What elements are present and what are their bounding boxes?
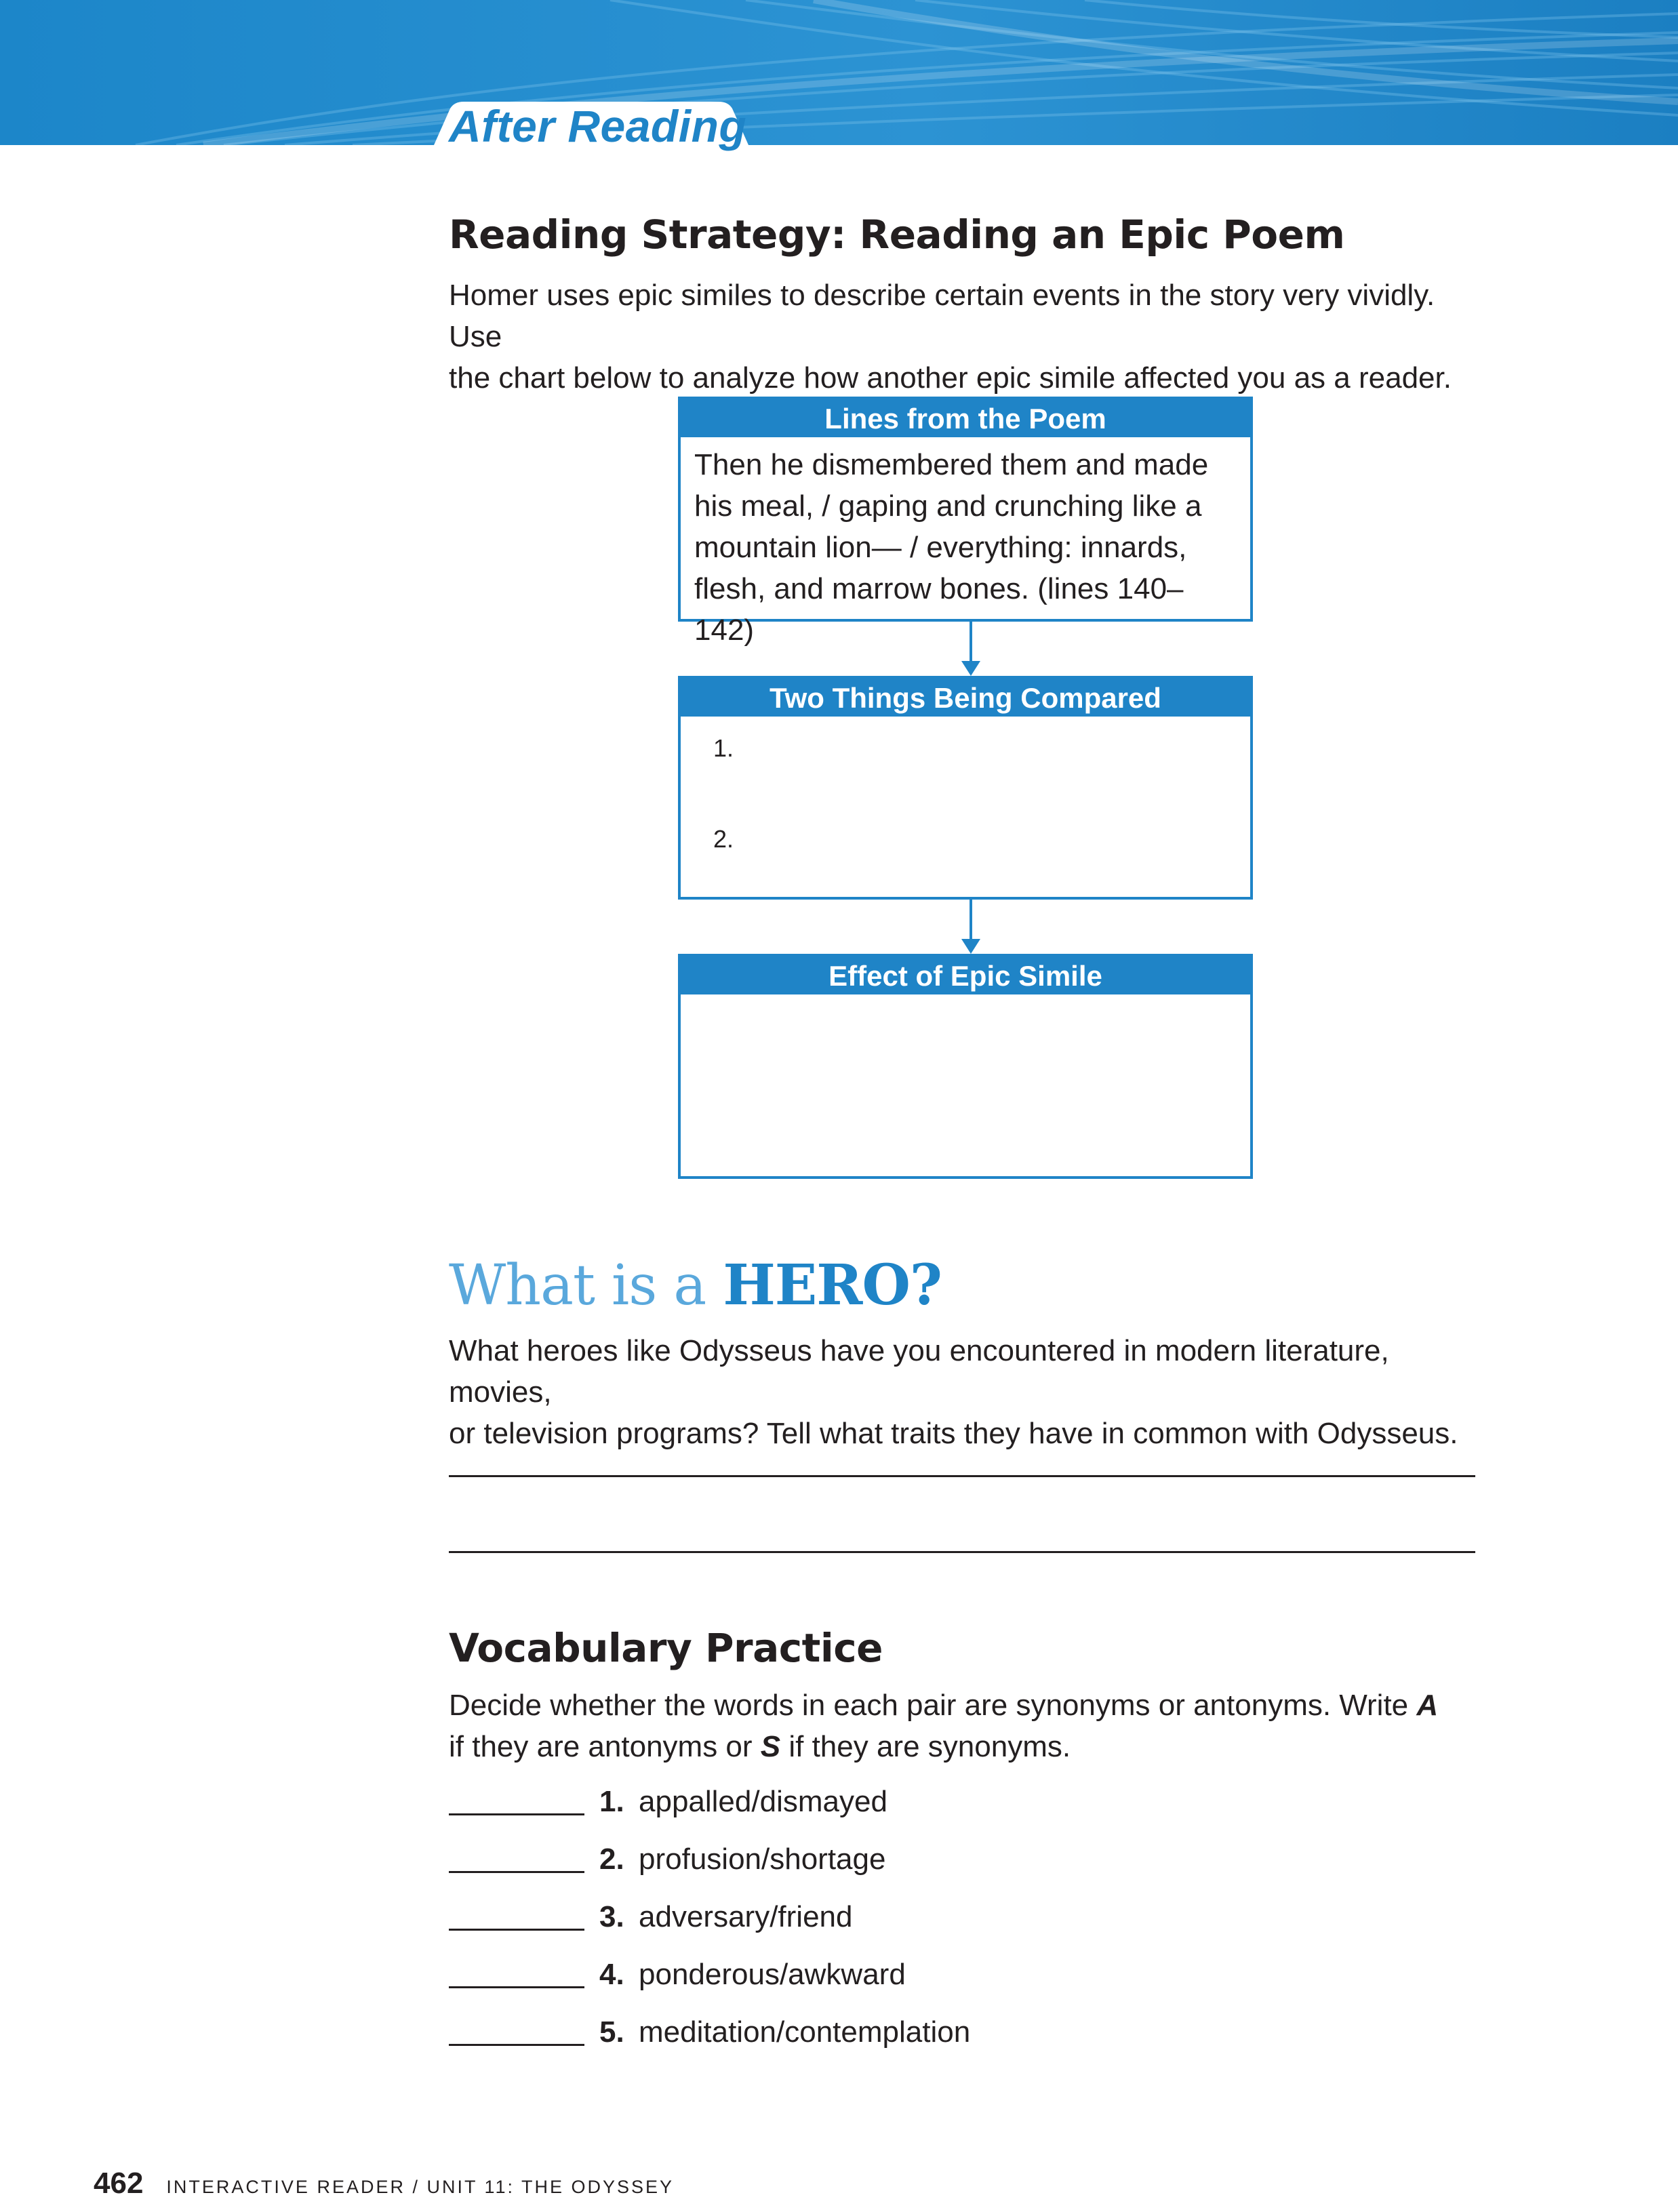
vocab-number: 1. bbox=[599, 1785, 624, 1818]
vocab-pair: meditation/contemplation bbox=[639, 2015, 971, 2049]
vocab-pair: appalled/dismayed bbox=[639, 1785, 887, 1818]
compared-item-1: 1. bbox=[713, 734, 734, 762]
instructions-line: the chart below to analyze how another epic simile affected you as a reader. bbox=[449, 361, 1452, 395]
poem-line: his meal, / gaping and crunching like a bbox=[694, 489, 1202, 523]
vocab-number: 5. bbox=[599, 2015, 624, 2049]
instructions-text: if they are antonyms or bbox=[449, 1730, 761, 1763]
instructions-emphasis: A bbox=[1416, 1689, 1439, 1722]
question-line: What heroes like Odysseus have you encountered in modern literature, movies, bbox=[449, 1334, 1389, 1409]
vocab-number: 4. bbox=[599, 1958, 624, 1991]
banner-background bbox=[0, 0, 1678, 145]
hero-title-bold: HERO? bbox=[723, 1253, 942, 1318]
flow-arrow-icon bbox=[957, 900, 984, 954]
chart-box-effect-of-simile bbox=[678, 954, 1253, 1179]
instructions-line bbox=[449, 1726, 1493, 1767]
chart-box-two-things-compared bbox=[678, 676, 1253, 900]
chart-header: Effect of Epic Simile bbox=[681, 957, 1250, 994]
answer-line[interactable] bbox=[449, 1475, 1475, 1477]
hero-title bbox=[449, 1253, 942, 1318]
answer-line[interactable] bbox=[449, 1551, 1475, 1553]
poem-line: flesh, and marrow bones. (lines 140–142) bbox=[694, 572, 1184, 647]
poem-line: Then he dismembered them and made bbox=[694, 448, 1209, 481]
chart-header: Two Things Being Compared bbox=[681, 679, 1250, 717]
flow-arrow-icon bbox=[957, 622, 984, 676]
reading-strategy-heading: Reading Strategy: Reading an Epic Poem bbox=[449, 212, 1345, 258]
instructions-text: if they are synonyms. bbox=[780, 1730, 1071, 1763]
vocab-pair: ponderous/awkward bbox=[639, 1958, 906, 1991]
vocabulary-instructions bbox=[449, 1685, 1493, 1767]
instructions-line: Homer uses epic similes to describe certain events in the story very vividly. Use bbox=[449, 279, 1435, 353]
answer-blank[interactable] bbox=[449, 2044, 584, 2046]
vocab-number: 3. bbox=[599, 1900, 624, 1933]
hero-title-light: What is a bbox=[449, 1253, 723, 1318]
vocab-pair: profusion/shortage bbox=[639, 1843, 886, 1876]
answer-blank[interactable] bbox=[449, 1986, 584, 1988]
hero-question bbox=[449, 1330, 1493, 1454]
question-line: or television programs? Tell what traits they have in common with Odysseus. bbox=[449, 1417, 1458, 1450]
running-footer: INTERACTIVE READER / UNIT 11: THE ODYSSEY bbox=[166, 2177, 675, 2197]
answer-blank[interactable] bbox=[449, 1929, 584, 1931]
chart-box-lines-from-poem bbox=[678, 397, 1253, 647]
vocabulary-heading: Vocabulary Practice bbox=[449, 1625, 883, 1671]
vocab-pair: adversary/friend bbox=[639, 1900, 853, 1933]
page-footer bbox=[94, 2167, 674, 2200]
page-number: 462 bbox=[94, 2167, 144, 2200]
compared-item-2: 2. bbox=[713, 825, 734, 853]
instructions-text: Decide whether the words in each pair are synonyms or antonyms. Write bbox=[449, 1689, 1417, 1722]
poem-line: mountain lion— / everything: innards, bbox=[694, 531, 1187, 564]
reading-strategy-instructions bbox=[449, 275, 1493, 399]
header-banner bbox=[0, 0, 1678, 145]
chart-header: Lines from the Poem bbox=[681, 399, 1250, 437]
answer-blank[interactable] bbox=[449, 1871, 584, 1873]
answer-blank[interactable] bbox=[449, 1813, 584, 1815]
instructions-emphasis: S bbox=[760, 1730, 781, 1763]
vocab-number: 2. bbox=[599, 1843, 624, 1876]
poem-lines bbox=[681, 437, 1250, 651]
instructions-line bbox=[449, 1685, 1493, 1726]
section-tab-title: After Reading bbox=[449, 101, 747, 151]
